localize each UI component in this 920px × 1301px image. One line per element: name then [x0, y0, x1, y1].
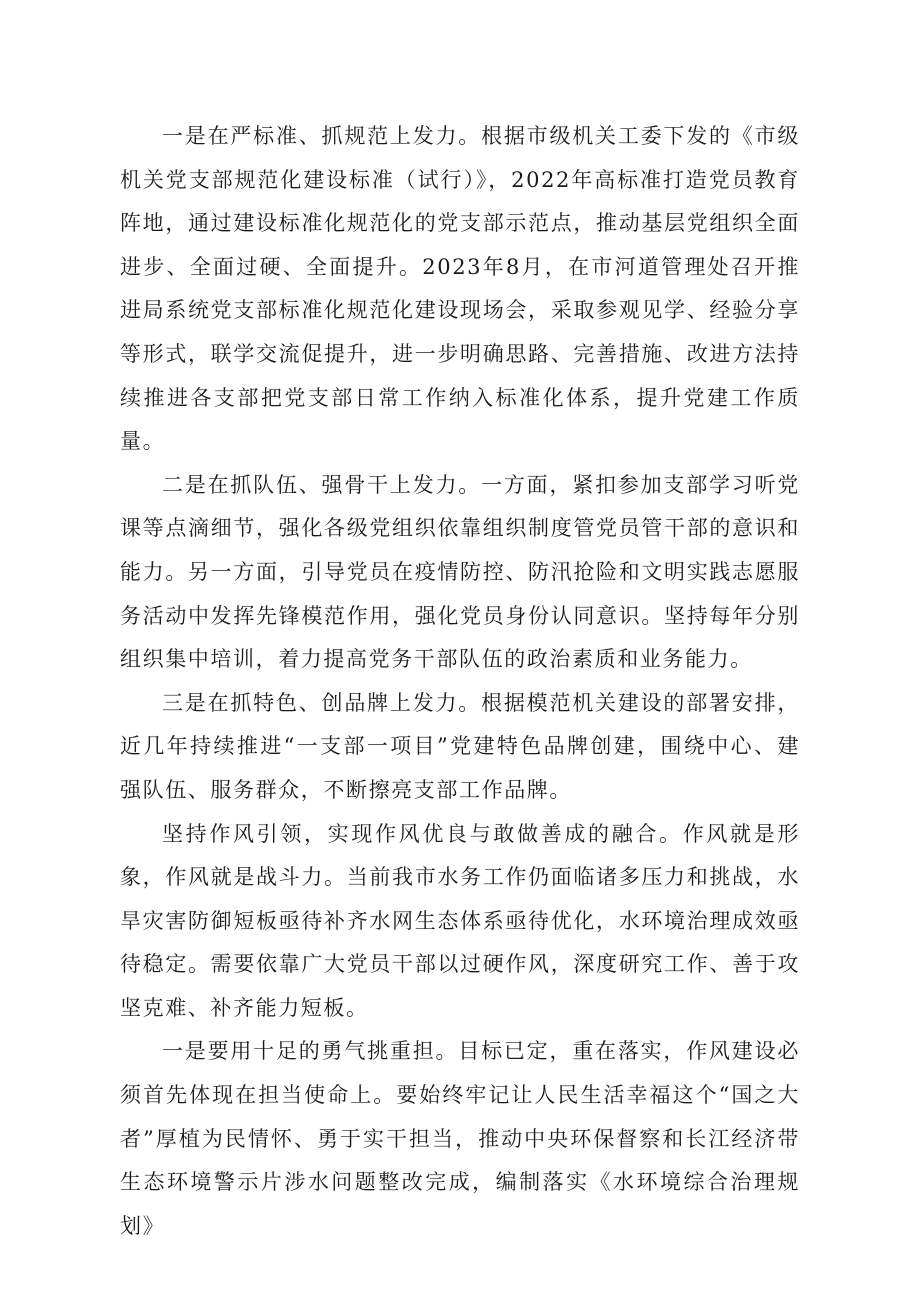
paragraph-work-style: 坚持作风引领，实现作风优良与敢做善成的融合。作风就是形象，作风就是战斗力。当前我市水务工作仍面临诸多压力和挑战，水旱灾害防御短板亟待补齐水网生态体系亟待优化，水环境治理成效亟待稳定。需要依靠广大党员干部以过硬作风，深度研究工作、善于攻坚克难、补齐能力短板。: [120, 821, 800, 1020]
document-body: [120, 115, 800, 1248]
paragraph-standards: 一是在严标准、抓规范上发力。根据市级机关工委下发的《市级机关党支部规范化建设标准（试行）》，2022年高标准打造党员教育阵地，通过建设标准化规范化的党支部示范点，推动基层党组织全面进步、全面过硬、全面提升。2023年8月，在市河道管理处召开推进局系统党支部标准化规范化建设现场会，采取参观见学、经验分享等形式，联学交流促提升，进一步明确思路、完善措施、改进方法持续推进各支部把党支部日常工作纳入标准化体系，提升党建工作质量。: [120, 124, 800, 454]
paragraph-team-building: 二是在抓队伍、强骨干上发力。一方面，紧扣参加支部学习听党课等点滴细节，强化各级党组织依靠组织制度管党员管干部的意识和能力。另一方面，引导党员在疫情防控、防汛抢险和文明实践志愿服务活动中发挥先锋模范作用，强化党员身份认同意识。坚持每年分别组织集中培训，着力提高党务干部队伍的政治素质和业务能力。: [120, 472, 800, 672]
paragraph-brand-building: 三是在抓特色、创品牌上发力。根据模范机关建设的部署安排，近几年持续推进“一支部一项目”党建特色品牌创建，围绕中心、建强队伍、服务群众，不断擦亮支部工作品牌。: [120, 690, 800, 802]
paragraph-responsibility: 一是要用十足的勇气挑重担。目标已定，重在落实，作风建设必须首先体现在担当使命上。要始终牢记让人民生活幸福这个“国之大者”厚植为民情怀、勇于实干担当，推动中央环保督察和长江经济带生态环境警示片涉水问题整改完成，编制落实《水环境综合治理规划》: [120, 1039, 800, 1238]
